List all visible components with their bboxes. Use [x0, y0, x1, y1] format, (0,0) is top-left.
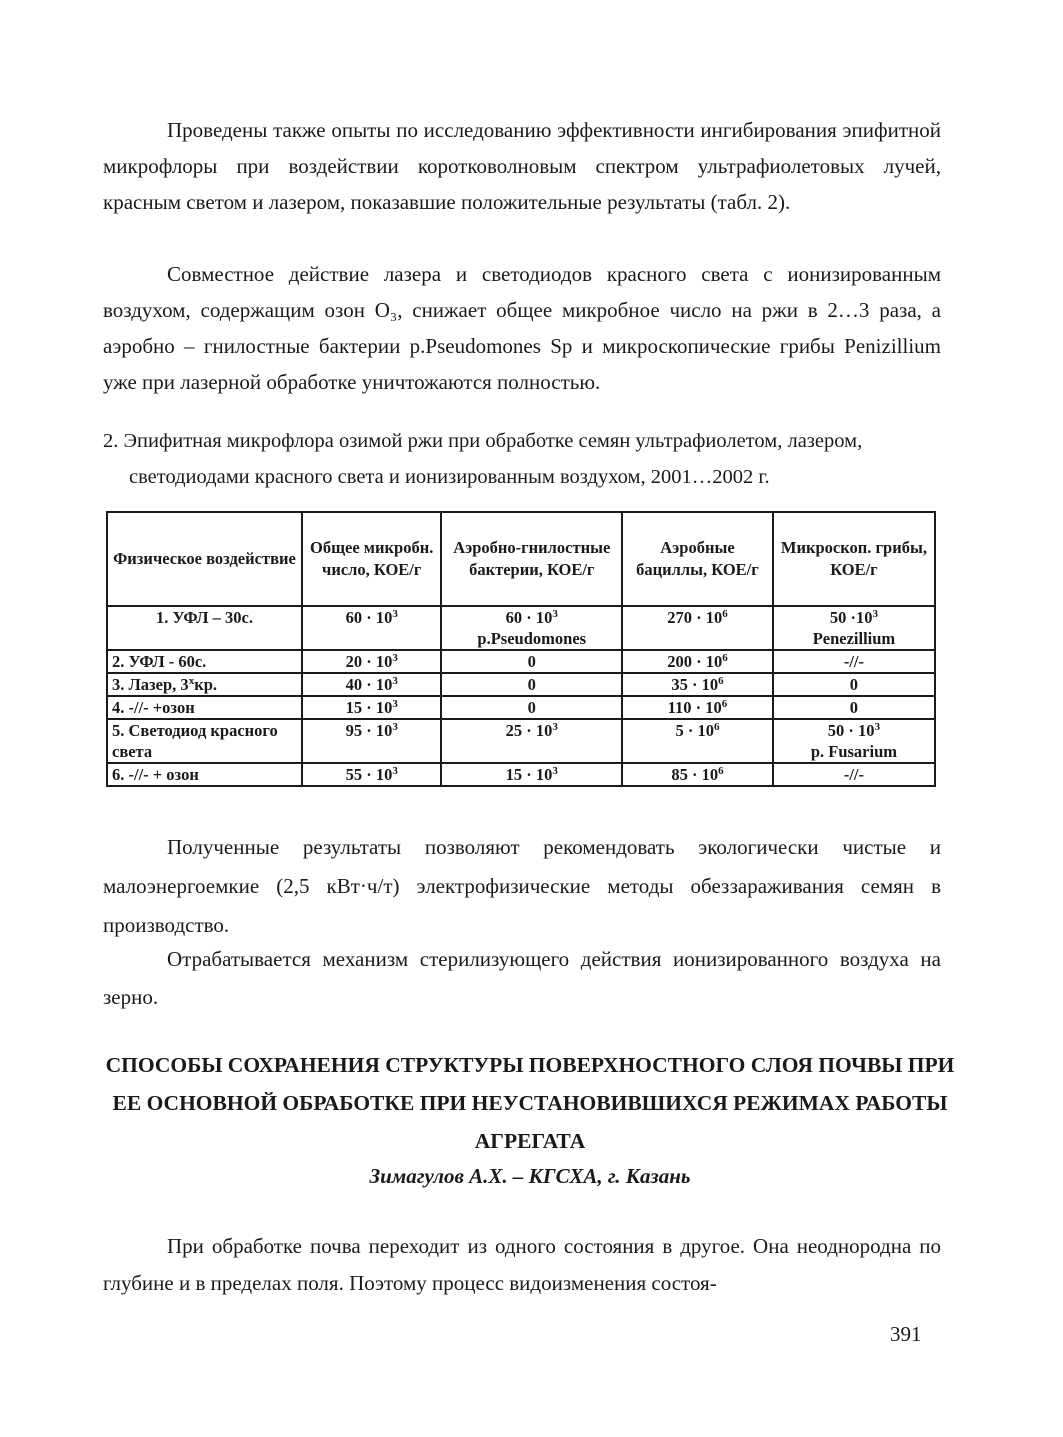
table-caption: 2. Эпифитная микрофлора озимой ржи при обработке семян ультрафиолетом, лазером, светодиодами красного света и ионизированным воздухом, 2001…2002 г.: [103, 430, 863, 488]
cell-aerobic-putrefactive: $15 \cdot 10^3$: [441, 763, 622, 786]
paragraph-mechanism: Отрабатывается механизм стерилизующего действия ионизированного воздуха на зерно.: [103, 947, 941, 1009]
cell-total-count: $55 \cdot 10^3$: [302, 763, 442, 786]
header-fungi: Микроскоп. грибы, КОЕ/г: [773, 512, 935, 606]
cell-fungi: 0: [773, 696, 935, 719]
cell-treatment: 6. -//- + озон: [107, 763, 302, 786]
table-row: [107, 650, 935, 673]
article-author: Зимагулов А.Х. – КГСХА, г. Казань: [369, 1164, 691, 1188]
table-row: [107, 719, 935, 763]
paragraph-combined-action: Совместное действие лазера и светодиодов красного света с ионизированным воздухом, содержащим озон О₃, снижает общее микробное число на ржи в 2…3 раза, а аэробно – гнилостные бактерии p.Pseudomones Sp и микроскопические грибы Penizillium уже при лазерной обработке уничтожаются полностью.: [103, 262, 941, 394]
header-aerobic-putrefactive: Аэробно-гнилостные бактерии, КОЕ/г: [441, 512, 622, 606]
cell-aerobic-bacilli: $200 \cdot 10^6$: [622, 650, 773, 673]
table-row: [107, 696, 935, 719]
header-treatment: Физическое воздействие: [107, 512, 302, 606]
cell-total-count: $20 \cdot 10^3$: [302, 650, 442, 673]
cell-aerobic-bacilli: $35 \cdot 10^6$: [622, 673, 773, 696]
cell-fungi: -//-: [773, 763, 935, 786]
cell-aerobic-bacilli: $85 \cdot 10^6$: [622, 763, 773, 786]
cell-fungi: $50 \cdot 10^3$ Penezillium: [773, 606, 935, 650]
header-aerobic-bacilli: Аэробные бациллы, КОЕ/г: [622, 512, 773, 606]
table-row: [107, 673, 935, 696]
cell-total-count: $95 \cdot 10^3$: [302, 719, 442, 763]
cell-fungi: 0: [773, 673, 935, 696]
cell-treatment: 4. -//- +озон: [107, 696, 302, 719]
paragraph-inhibition-experiments: Проведены также опыты по исследованию эффективности ингибирования эпифитной микрофлоры при воздействии коротковолновым спектром ультрафиолетовых лучей, красным светом и лазером, показавшие положительные результаты (табл. 2).: [103, 118, 941, 214]
table-row: [107, 606, 935, 650]
cell-aerobic-putrefactive: 0: [441, 650, 622, 673]
cell-treatment: 3. Лазер, $3^хкр$.: [107, 673, 302, 696]
page-number: 391: [890, 1322, 922, 1346]
cell-total-count: $60 \cdot 10^3$: [302, 606, 442, 650]
cell-total-count: $40 \cdot 10^3$: [302, 673, 442, 696]
table-row: [107, 763, 935, 786]
cell-aerobic-bacilli: $5 \cdot 10^6$: [622, 719, 773, 763]
cell-treatment: 2. УФЛ - 60с.: [107, 650, 302, 673]
cell-aerobic-bacilli: $270 \cdot 10^6$: [622, 606, 773, 650]
paragraph-recommendation: Полученные результаты позволяют рекомендовать экологически чистые и малоэнергоемкие (2,5 кВт·ч/т) электрофизические методы обеззараживания семян в производство.: [103, 835, 941, 937]
cell-aerobic-putrefactive: $25 \cdot 10^3$: [441, 719, 622, 763]
paragraph-soil-processing: При обработке почва переходит из одного состояния в другое. Она неоднородна по глубине и в пределах поля. Поэтому процесс видоизменения состоя-: [103, 1234, 941, 1295]
cell-treatment: 5. Светодиод красного света: [107, 719, 302, 763]
microflora-table: [106, 511, 936, 787]
table-header-row: [107, 512, 935, 606]
cell-fungi: -//-: [773, 650, 935, 673]
cell-aerobic-putrefactive: $60 \cdot 10^3$ p.Pseudomones: [441, 606, 622, 650]
header-total-count: Общее микробн. число, КОЕ/г: [302, 512, 442, 606]
cell-aerobic-putrefactive: 0: [441, 696, 622, 719]
article-title: СПОСОБЫ СОХРАНЕНИЯ СТРУКТУРЫ ПОВЕРХНОСТНОГО СЛОЯ ПОЧВЫ ПРИ ЕЕ ОСНОВНОЙ ОБРАБОТКЕ ПРИ НЕУСТАНОВИВШИХСЯ РЕЖИМАХ РАБОТЫ АГРЕГАТА: [105, 1053, 955, 1153]
cell-total-count: $15 \cdot 10^3$: [302, 696, 442, 719]
cell-treatment: 1. УФЛ – 30с.: [107, 606, 302, 650]
cell-fungi: $50 \cdot 10^3$ p. Fusarium: [773, 719, 935, 763]
cell-aerobic-bacilli: $110 \cdot 10^6$: [622, 696, 773, 719]
cell-aerobic-putrefactive: 0: [441, 673, 622, 696]
